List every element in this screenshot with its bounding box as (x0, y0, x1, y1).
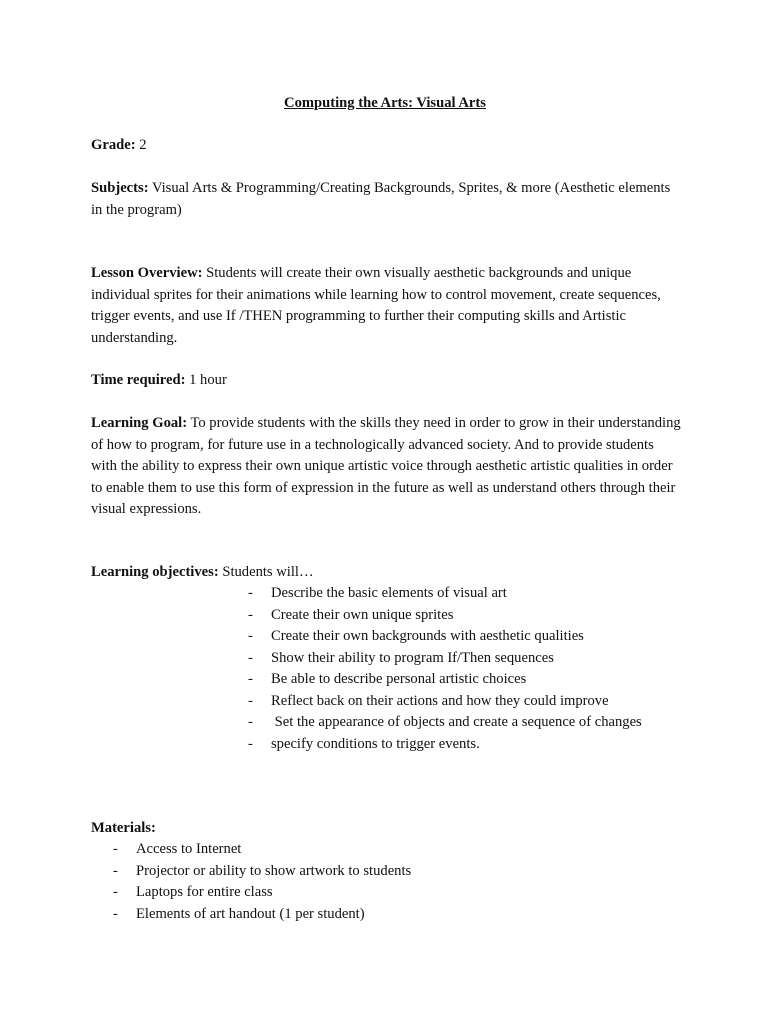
list-item-text: Elements of art handout (1 per student) (136, 905, 365, 922)
list-item-text: Projector or ability to show artwork to students (136, 862, 412, 879)
list-item-text: Reflect back on their actions and how they could improve (271, 692, 609, 709)
goal-label: Learning Goal: (91, 415, 188, 431)
list-bullet: - (248, 649, 253, 666)
list-bullet: - (248, 735, 253, 752)
overview-label: Lesson Overview: (91, 265, 203, 281)
list-item-text: Be able to describe personal artistic choices (271, 671, 527, 687)
grade-value: 2 (135, 137, 147, 153)
list-bullet: - (248, 628, 253, 644)
list-bullet: - (248, 671, 253, 687)
subjects-paragraph (91, 178, 681, 221)
objectives-label: Learning objectives: (91, 564, 219, 580)
goal-paragraph (91, 413, 681, 521)
list-bullet: - (248, 585, 253, 601)
materials-label: Materials: (91, 820, 156, 836)
overview-paragraph (91, 263, 681, 349)
list-bullet: - (113, 905, 118, 922)
time-value: 1 hour (185, 372, 227, 388)
list-item-text: Access to Internet (136, 841, 242, 857)
list-item-text: Create their own unique sprites (271, 606, 454, 623)
time-line (91, 370, 681, 392)
list-item-text: Show their ability to program If/Then sequences (271, 649, 554, 666)
grade-line (91, 135, 681, 157)
list-item-text: specify conditions to trigger events. (271, 735, 480, 752)
materials-heading (91, 818, 681, 840)
objectives-heading (91, 562, 681, 584)
list-item-text: Laptops for entire class (136, 884, 273, 900)
subjects-value: Visual Arts & Programming/Creating Backgrounds, Sprites, & more (Aesthetic elements in the program) (91, 180, 671, 218)
overview-value: Students will create their own visually aesthetic backgrounds and unique individual sprites for their animations while learning how to control movement, create sequences, trigger events, and use If /THEN programming to further their computing skills and Artistic understanding. (91, 265, 661, 346)
list-bullet: - (113, 841, 118, 857)
list-bullet: - (248, 606, 253, 623)
time-label: Time required: (91, 372, 186, 388)
list-item-text: Create their own backgrounds with aesthetic qualities (271, 628, 584, 644)
objectives-intro: Students will… (218, 564, 314, 580)
list-bullet: - (113, 884, 118, 900)
list-bullet: - (248, 714, 253, 730)
document-title: Computing the Arts: Visual Arts (284, 95, 486, 111)
list-bullet: - (113, 862, 118, 879)
list-bullet: - (248, 692, 253, 709)
subjects-label: Subjects: (91, 180, 149, 196)
list-item-text: Set the appearance of objects and create a sequence of changes (271, 714, 642, 730)
goal-value: To provide students with the skills they need in order to grow in their understanding of how to program, for future use in a technologically advanced society. And to provide students with the ability to express their own unique artistic voice through aesthetic artistic qualities in order to enable them to use this form of expression in the future as well as understand others through their visual expressions. (91, 415, 681, 517)
grade-label: Grade: (91, 137, 136, 153)
list-item-text: Describe the basic elements of visual art (271, 585, 507, 601)
